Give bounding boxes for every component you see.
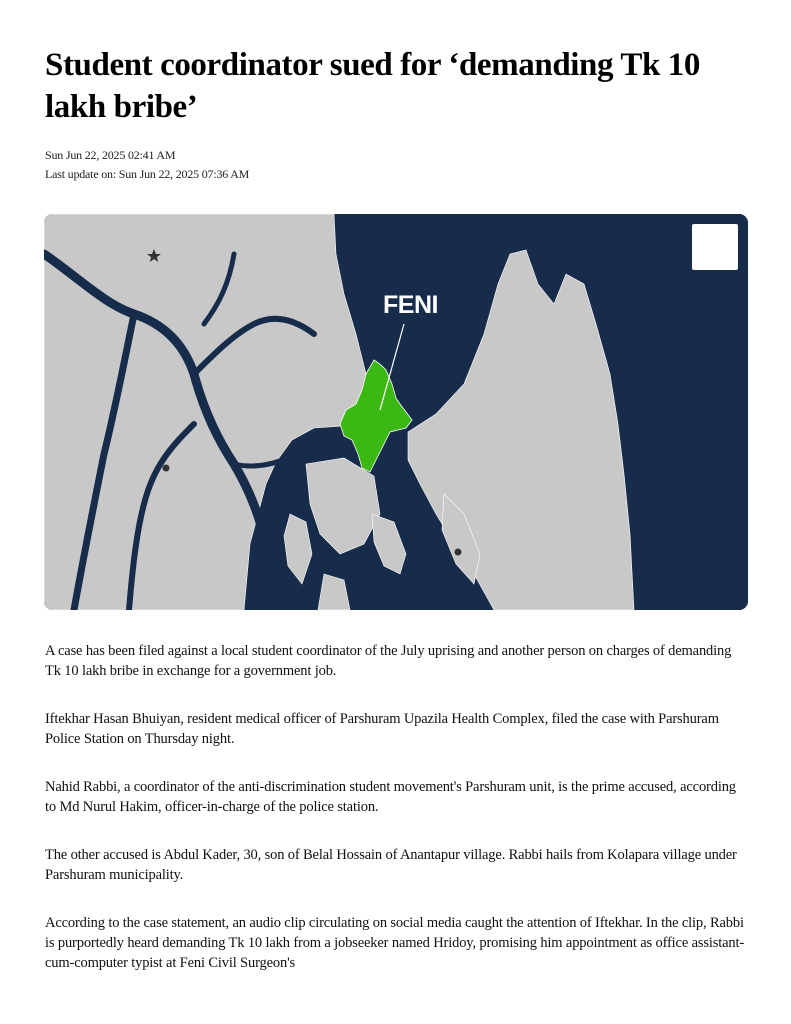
map-logo-badge [692,224,738,270]
last-update-timestamp: Last update on: Sun Jun 22, 2025 07:36 AM [45,167,250,181]
feni-location-map [44,214,748,610]
article-paragraph: According to the case statement, an audio clip circulating on social media caught the attention of Iftekhar. In the clip, Rabbi is purportedly heard demanding Tk 10 lakh from a jobseeker named Hridoy, promising him appointment as office assistant-cum-computer typist at Feni Civil Surgeon's [45,915,745,971]
map-feni-label: FENI [383,291,438,319]
map-graphic [44,214,748,610]
map-city-dot [455,549,462,556]
article-headline: Student coordinator sued for ‘demanding Tk 10 lakh bribe’ [45,47,700,125]
article-paragraph: The other accused is Abdul Kader, 30, son of Belal Hossain of Anantapur village. Rabbi hails from Kolapara village under Parshuram municipality. [45,847,737,883]
article-paragraph: Iftekhar Hasan Bhuiyan, resident medical officer of Parshuram Upazila Health Complex, filed the case with Parshuram Police Station on Thursday night. [45,711,719,747]
article-paragraph: Nahid Rabbi, a coordinator of the anti-discrimination student movement's Parshuram unit, is the prime accused, according to Md Nurul Hakim, officer-in-charge of the police station. [45,779,736,815]
article-paragraph: A case has been filed against a local student coordinator of the July uprising and another person on charges of demanding Tk 10 lakh bribe in exchange for a government job. [45,643,732,679]
map-city-dot [163,465,170,472]
published-timestamp: Sun Jun 22, 2025 02:41 AM [45,148,176,162]
